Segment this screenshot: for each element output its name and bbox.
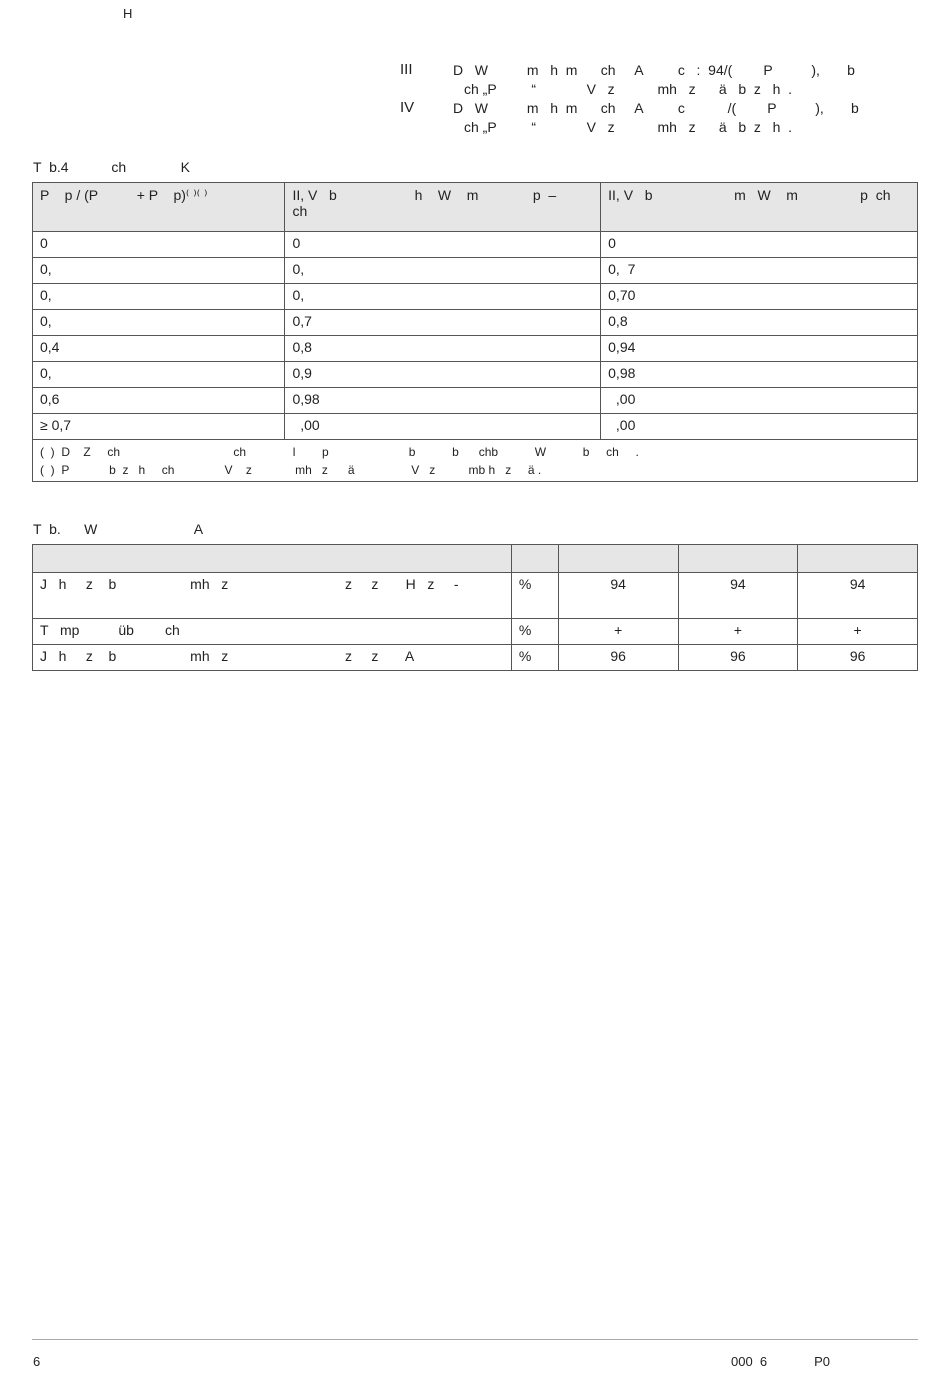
table-cell: 0, <box>33 362 285 388</box>
table-cell: ,00 <box>601 414 918 440</box>
table-cell: 0, <box>33 284 285 310</box>
table-cell: 0, <box>33 258 285 284</box>
table-cell: 0,94 <box>601 336 918 362</box>
table-row-label: J h z b mh z z z H z - <box>33 573 512 619</box>
table-cell: 0, <box>285 258 601 284</box>
table-value-cell: 94 <box>558 573 678 619</box>
table-value-cell: + <box>558 619 678 645</box>
table-header-cell: II, V b m W m p ch <box>601 183 918 232</box>
table-cell: 0 <box>285 232 601 258</box>
note-line: D W m h m ch A c : 94/( P ), b <box>453 62 855 78</box>
table-row <box>33 573 918 619</box>
table-header-cell: P p / (P + P p)⁽ ⁾⁽ ⁾ <box>33 183 285 232</box>
table-cell: ,00 <box>601 388 918 414</box>
table-row <box>33 284 918 310</box>
table-header-row <box>33 545 918 573</box>
table1-caption: T b.4 ch K <box>33 159 190 175</box>
table-header-cell <box>511 545 558 573</box>
table-cell: 0,4 <box>33 336 285 362</box>
table-cell: ,00 <box>285 414 601 440</box>
table-cell: 0,8 <box>285 336 601 362</box>
header-letter: H <box>123 6 133 21</box>
table-header-cell <box>798 545 918 573</box>
footnote: ( ) P b z h ch V z mh z ä V z mb h z ä . <box>40 463 542 477</box>
table1 <box>32 182 918 482</box>
footer-divider <box>32 1339 918 1340</box>
table-row <box>33 362 918 388</box>
note-line: D W m h m ch A c /( P ), b <box>453 100 859 116</box>
table-cell: 0,9 <box>285 362 601 388</box>
table-cell: 0,70 <box>601 284 918 310</box>
table-cell: 0,8 <box>601 310 918 336</box>
table-cell: 0,6 <box>33 388 285 414</box>
table-row <box>33 619 918 645</box>
note-roman-numeral: IV <box>400 99 415 116</box>
table-value-cell: 96 <box>798 645 918 671</box>
table-row <box>33 232 918 258</box>
table-row <box>33 388 918 414</box>
table-value-cell: 94 <box>798 573 918 619</box>
table-header-cell <box>678 545 798 573</box>
document-code: 000 6 P0 <box>731 1354 830 1369</box>
table-row <box>33 645 918 671</box>
table-cell: ≥ 0,7 <box>33 414 285 440</box>
note-line: ch „P “ V z mh z ä b z h . <box>464 119 793 135</box>
table2-caption: T b. W A <box>33 521 204 537</box>
table-row <box>33 336 918 362</box>
table-unit-cell: % <box>511 573 558 619</box>
table-row-label: J h z b mh z z z A <box>33 645 512 671</box>
table-cell: 0 <box>601 232 918 258</box>
table-row <box>33 258 918 284</box>
table-value-cell: + <box>798 619 918 645</box>
table2 <box>32 544 918 671</box>
table-cell: 0,98 <box>601 362 918 388</box>
note-iv <box>400 99 859 163</box>
table-value-cell: 96 <box>678 645 798 671</box>
table-cell: 0,7 <box>285 310 601 336</box>
table-row <box>33 414 918 440</box>
table-value-cell: 94 <box>678 573 798 619</box>
note-roman-numeral: III <box>400 61 413 78</box>
table-row-label: T mp üb ch <box>33 619 512 645</box>
page-number: 6 <box>33 1354 41 1369</box>
table-footnotes <box>33 440 918 482</box>
table-header-row <box>33 183 918 232</box>
table-footnote-row <box>33 440 918 482</box>
table-header-cell: II, V b h W m p – ch <box>285 183 601 232</box>
table-value-cell: 96 <box>558 645 678 671</box>
table-cell: 0,98 <box>285 388 601 414</box>
table-cell: 0, <box>33 310 285 336</box>
table-value-cell: + <box>678 619 798 645</box>
table-cell: 0 <box>33 232 285 258</box>
table-header-cell <box>558 545 678 573</box>
note-line: ch „P “ V z mh z ä b z h . <box>464 81 793 97</box>
table-cell: 0, <box>285 284 601 310</box>
table-header-cell <box>33 545 512 573</box>
footnote: ( ) D Z ch ch l p b b chb W b ch . <box>40 445 639 459</box>
table-unit-cell: % <box>511 645 558 671</box>
table-row <box>33 310 918 336</box>
table-unit-cell: % <box>511 619 558 645</box>
table-cell: 0, 7 <box>601 258 918 284</box>
